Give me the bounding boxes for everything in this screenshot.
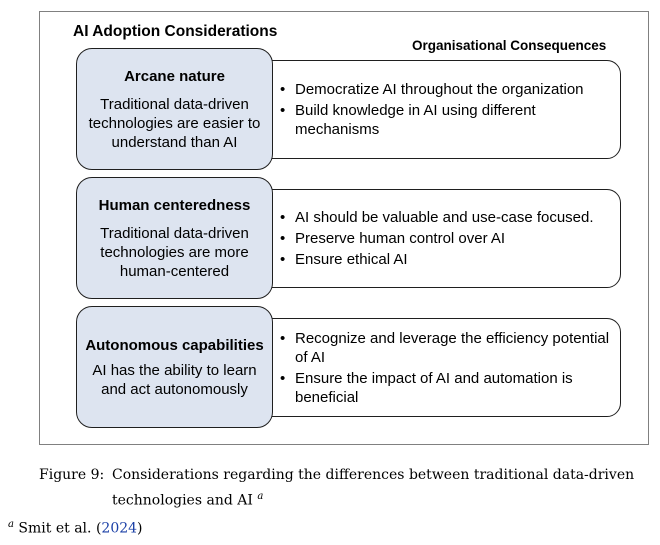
consequences-column-title: Organisational Consequences	[412, 38, 607, 53]
consequence-item: • Build knowledge in AI using different mechanisms	[295, 101, 612, 139]
figure-label: Figure 9:	[39, 467, 105, 483]
caption-footnote-marker: a	[257, 491, 264, 502]
consequence-item: • AI should be valuable and use-case focused.	[295, 208, 612, 227]
consequences-box-human-centeredness	[252, 189, 621, 288]
consequence-item: • Recognize and leverage the efficiency potential of AI	[295, 329, 612, 367]
consideration-heading: Arcane nature	[124, 67, 225, 85]
consequence-item: • Ensure ethical AI	[295, 250, 612, 269]
consequences-box-autonomous-capabilities	[252, 318, 621, 417]
footnote-marker: a	[8, 519, 14, 530]
consideration-box-human-centeredness	[76, 177, 273, 299]
consequence-item: • Democratize AI throughout the organization	[295, 80, 612, 99]
consideration-heading: Human centeredness	[98, 196, 251, 214]
consideration-description: AI has the ability to learn and act autonomously	[92, 361, 257, 398]
consequences-box-arcane-nature	[252, 60, 621, 159]
caption-text: Considerations regarding the differences between traditional data-driven technologies and AI	[112, 467, 635, 509]
footnote-open-paren: (	[95, 520, 102, 537]
footnote	[8, 519, 143, 537]
footnote-close-paren: )	[137, 520, 143, 537]
consideration-description: Traditional data-driven technologies are easier to understand than AI	[88, 95, 261, 151]
consequence-item: • Ensure the impact of AI and automation is beneficial	[295, 369, 612, 407]
figure-caption	[39, 464, 654, 512]
consideration-heading: Autonomous capabilities	[85, 336, 264, 354]
consideration-box-autonomous-capabilities	[76, 306, 273, 428]
consideration-description: Traditional data-driven technologies are more human-centered	[100, 224, 249, 280]
diagram-title: AI Adoption Considerations	[73, 23, 278, 40]
citation-year-link[interactable]: 2024	[101, 520, 138, 537]
footnote-author: Smit et al.	[18, 520, 92, 537]
consequence-item: • Preserve human control over AI	[295, 229, 612, 248]
consideration-box-arcane-nature	[76, 48, 273, 170]
